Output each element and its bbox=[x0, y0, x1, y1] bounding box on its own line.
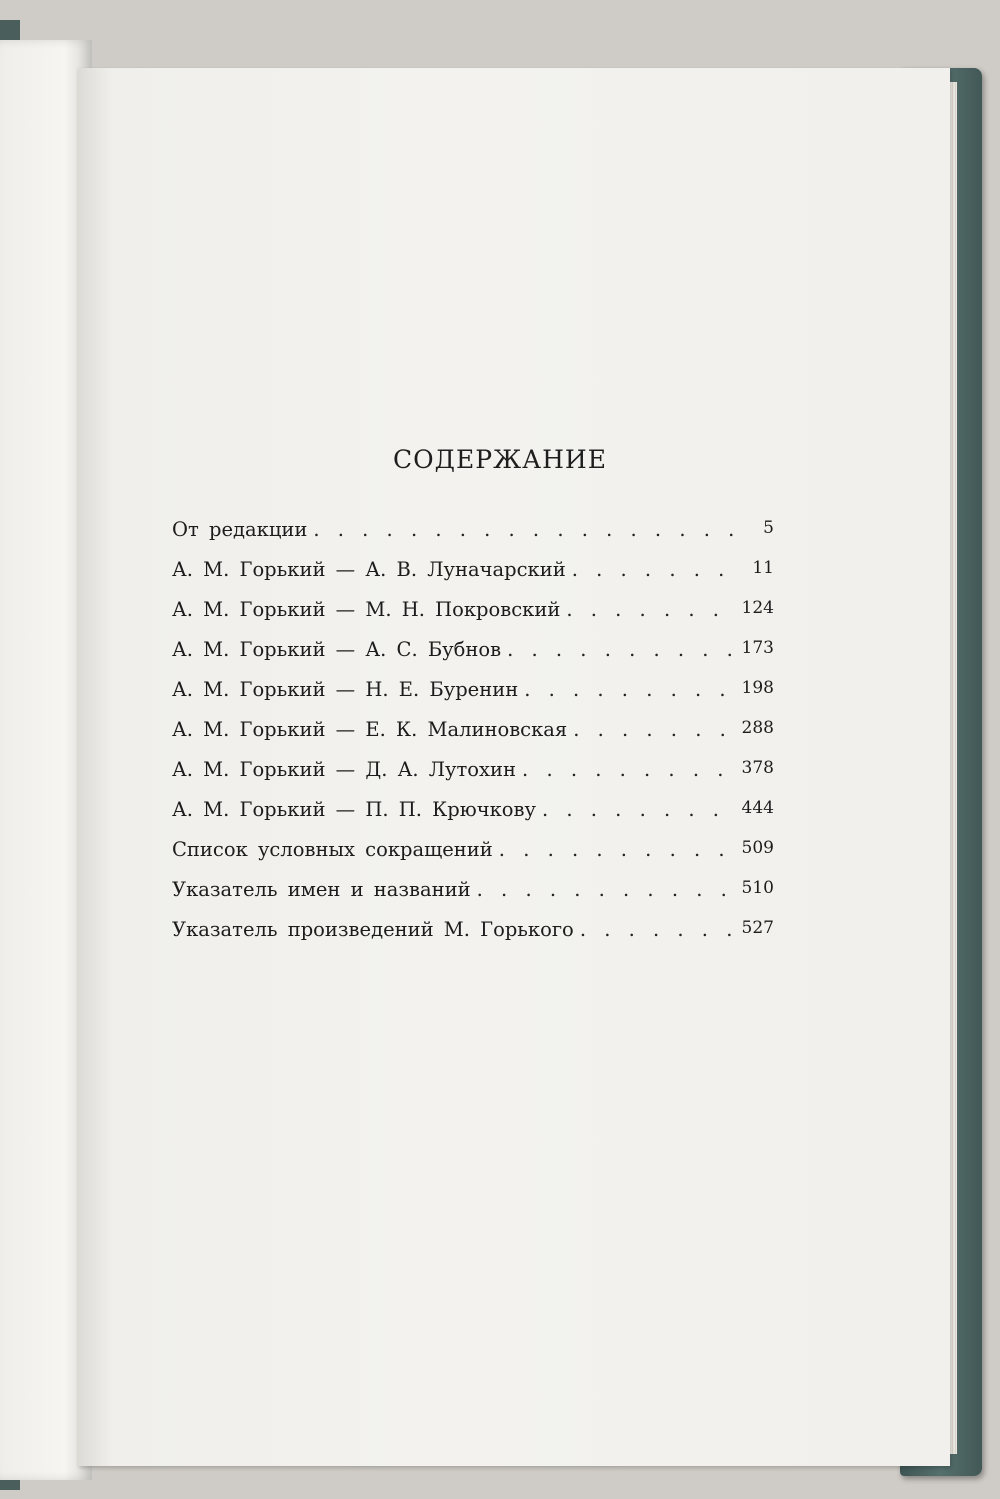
toc-entry-title: А. М. Горький — Н. Е. Буренин bbox=[172, 678, 519, 701]
contents-heading: СОДЕРЖАНИЕ bbox=[393, 445, 607, 474]
toc-entry bbox=[172, 798, 774, 821]
dot-leader bbox=[507, 638, 734, 661]
toc-entry-page: 527 bbox=[741, 918, 774, 938]
dot-leader bbox=[524, 678, 734, 701]
dot-leader bbox=[572, 558, 734, 581]
toc-entry-title: А. М. Горький — П. П. Крючкову bbox=[172, 798, 536, 821]
toc-entry bbox=[172, 638, 774, 661]
toc-entry bbox=[172, 558, 774, 581]
toc-entry bbox=[172, 918, 774, 941]
toc-entry bbox=[172, 878, 774, 901]
toc-entry-page: 173 bbox=[741, 638, 774, 658]
toc-entry bbox=[172, 758, 774, 781]
toc-entry-title: Указатель имен и названий bbox=[172, 878, 471, 901]
toc-entry-title: Указатель произведений М. Горького bbox=[172, 918, 574, 941]
toc-entry bbox=[172, 518, 774, 541]
toc-entry-page: 11 bbox=[752, 558, 774, 578]
toc-entry-page: 509 bbox=[741, 838, 774, 858]
toc-entry-page: 444 bbox=[741, 798, 774, 818]
dot-leader bbox=[477, 878, 734, 901]
toc-entry-title: А. М. Горький — Д. А. Лутохин bbox=[172, 758, 517, 781]
toc-entry-title: А. М. Горький — М. Н. Покровский bbox=[172, 598, 561, 621]
toc-entry bbox=[172, 598, 774, 621]
toc-entry-page: 378 bbox=[741, 758, 774, 778]
toc-entry-title: Список условных сокращений bbox=[172, 838, 493, 861]
toc-entry-page: 510 bbox=[741, 878, 774, 898]
toc-entry-title: От редакции bbox=[172, 518, 308, 541]
toc-entry bbox=[172, 678, 774, 701]
toc-entry bbox=[172, 718, 774, 741]
toc-entry-page: 198 bbox=[741, 678, 774, 698]
dot-leader bbox=[580, 918, 734, 941]
dot-leader bbox=[522, 758, 734, 781]
dot-leader bbox=[566, 598, 734, 621]
toc-entry-title: А. М. Горький — А. В. Луначарский bbox=[172, 558, 566, 581]
toc-entry-title: А. М. Горький — А. С. Бубнов bbox=[172, 638, 502, 661]
toc-entry bbox=[172, 838, 774, 861]
toc-entry-page: 288 bbox=[741, 718, 774, 738]
dot-leader bbox=[313, 518, 734, 541]
toc-entry-title: А. М. Горький — Е. К. Малиновская bbox=[172, 718, 568, 741]
dot-leader bbox=[499, 838, 734, 861]
toc-entry-page: 5 bbox=[763, 518, 774, 538]
dot-leader bbox=[542, 798, 734, 821]
dot-leader bbox=[573, 718, 734, 741]
toc-entry-page: 124 bbox=[741, 598, 774, 618]
